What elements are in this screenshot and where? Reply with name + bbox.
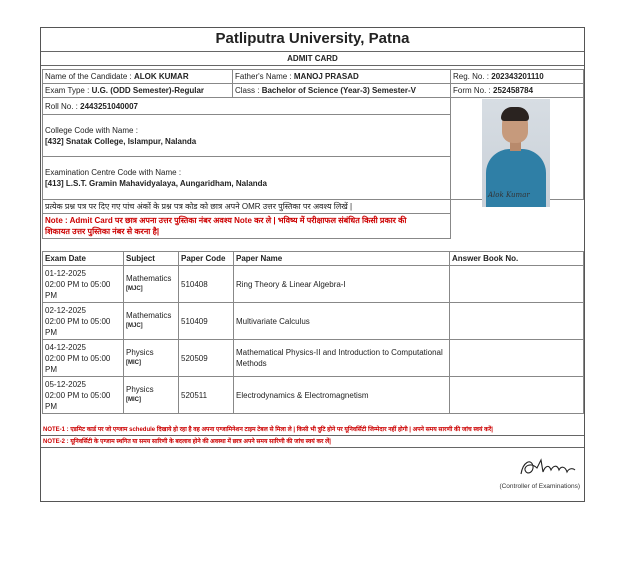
note-line-2: शिकायत उत्तर पुस्तिका नंबर से करना है|: [45, 227, 160, 236]
header-paper-code: Paper Code: [179, 252, 234, 266]
controller-signature-icon: [517, 454, 581, 480]
centre-value: [413] L.S.T. Gramin Mahavidyalaya, Aungaridham, Nalanda: [45, 179, 267, 188]
centre-label: Examination Centre Code with Name :: [45, 168, 182, 177]
header-subject: Subject: [124, 252, 179, 266]
controller-label: (Controller of Examinations): [499, 483, 580, 490]
table-row: 02-12-2025 02:00 PM to 05:00 PM Mathematics [MJC] 510409 Multivariate Calculus: [43, 303, 584, 340]
candidate-table: Name of the Candidate : ALOK KUMAR Father's Name : MANOJ PRASAD Reg. No. : 202343201110 Exam Type : U.G. (ODD Semester)-Regular Class : Bachelor of Science (Year-3) Semester-V Form No. : 252458784 Roll No. : 2443251040007 College Code with Name : [432] Snatak College, Islampur, Nalanda Examination Centre Code with Name : [413] L.S.T. Gramin Mahavidyalaya, Aungaridham, Nalanda प्रत्येक प्रश्न पत्र पर दिए गए पांच अंकों के प्रश्न पत्र कोड को छात्र अपने OMR उत्तर पुस्तिका पर अवश्य लिखें | Note : Admit Card पर छात्र अपना उत्तर पुस्तिका नंबर अवश्य Note कर ले | भविष्य में परीक्षाफल संबंधित किसी प्रकार की शिकायत उत्तर पुस्तिका नंबर से करना है|: [42, 69, 584, 239]
college-value: [432] Snatak College, Islampur, Nalanda: [45, 136, 197, 146]
exam-type: U.G. (ODD Semester)-Regular: [91, 86, 205, 95]
note-line-1: Note : Admit Card पर छात्र अपना उत्तर पुस्तिका नंबर अवश्य Note कर ले | भविष्य में परीक्षाफल संबंधित किसी प्रकार की: [45, 216, 407, 225]
header-exam-date: Exam Date: [43, 252, 124, 266]
note-1: NOTE-1 : एडमिट कार्ड पर जो एग्जाम schedule दिखाये हो रहा है वह अपना एग्जामिनेशन टाइम टेबल से मिला ले | किसी भी त्रुटि होने पर यूनिवर्सिटी जिम्मेदार नहीं होगी | अपने समय सारणी की जांच स्वयं करें|: [43, 427, 493, 433]
father-name: MANOJ PRASAD: [293, 72, 359, 81]
roll-no: 2443251040007: [80, 101, 138, 111]
class-name: Bachelor of Science (Year-3) Semester-V: [261, 86, 416, 95]
instruction: प्रत्येक प्रश्न पत्र पर दिए गए पांच अंकों के प्रश्न पत्र कोड को छात्र अपने OMR उत्तर पुस्तिका पर अवश्य लिखें |: [43, 200, 451, 214]
candidate-name: ALOK KUMAR: [133, 72, 189, 81]
note-2: NOTE-2 : यूनिवर्सिटी के एग्जाम स्थगित या समय सारिणी के बदलाव होने की अवस्था में छात्र अपने समय सारिणी की जांच स्वयं कर लें|: [43, 439, 331, 445]
college-label: College Code with Name :: [45, 125, 138, 135]
candidate-photo: [482, 99, 550, 207]
table-row: 01-12-2025 02:00 PM to 05:00 PM Mathematics [MJC] 510408 Ring Theory & Linear Algebra-I: [43, 266, 584, 303]
admit-card: [40, 27, 585, 502]
table-row: 05-12-2025 02:00 PM to 05:00 PM Physics [MIC] 520511 Electrodynamics & Electromagnetism: [43, 377, 584, 414]
university-name: Patliputra University, Patna: [215, 30, 410, 47]
form-no: 252458784: [493, 86, 534, 95]
reg-no: 202343201110: [491, 72, 544, 81]
doc-title: ADMIT CARD: [287, 54, 338, 63]
photo-signature: Alok Kumar: [488, 191, 530, 199]
header-answer-book: Answer Book No.: [450, 252, 584, 266]
table-row: 04-12-2025 02:00 PM to 05:00 PM Physics [MIC] 520509 Mathematical Physics-II and Introduction to Computational Methods: [43, 340, 584, 377]
exam-schedule-table: [42, 251, 584, 414]
header-paper-name: Paper Name: [234, 252, 450, 266]
